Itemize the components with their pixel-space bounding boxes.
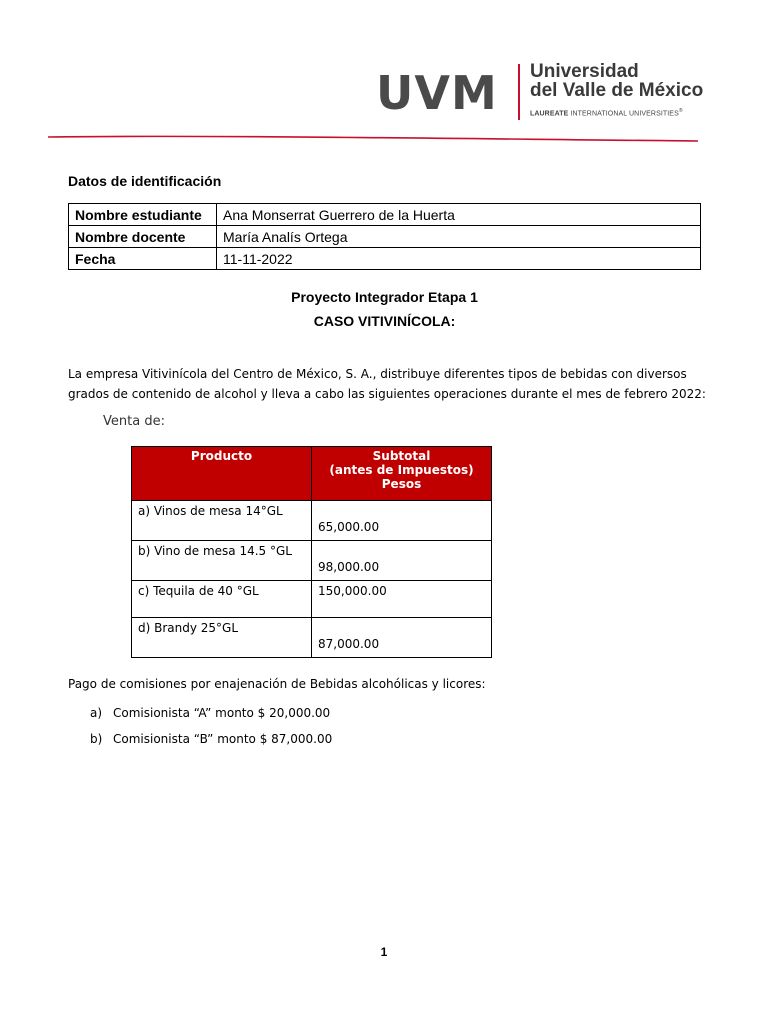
table-row xyxy=(69,248,701,270)
date-value: 11-11-2022 xyxy=(217,248,701,270)
subtotal-cell: 87,000.00 xyxy=(312,618,492,658)
list-marker: b) xyxy=(90,732,103,746)
teacher-value: María Analís Ortega xyxy=(217,226,701,248)
product-cell: a) Vinos de mesa 14°GL xyxy=(132,501,312,541)
identification-title: Datos de identificación xyxy=(68,173,222,189)
product-cell: c) Tequila de 40 °GL xyxy=(132,581,312,618)
logo-name-line1: Universidad xyxy=(530,61,639,82)
table-row xyxy=(69,226,701,248)
date-label: Fecha xyxy=(69,248,217,270)
subtotal-cell: 65,000.00 xyxy=(312,501,492,541)
student-value: Ana Monserrat Guerrero de la Huerta xyxy=(217,204,701,226)
product-cell: b) Vino de mesa 14.5 °GL xyxy=(132,541,312,581)
subtotal-cell: 98,000.00 xyxy=(312,541,492,581)
list-marker: a) xyxy=(90,706,103,720)
logo-divider xyxy=(518,64,520,120)
logo-mark: UVM xyxy=(376,66,498,120)
uvm-logo xyxy=(376,62,706,124)
identification-table xyxy=(68,203,701,270)
col-subtotal-line2: (antes de Impuestos) xyxy=(329,463,474,477)
col-subtotal-line3: Pesos xyxy=(381,477,422,491)
logo-tagline-bold: LAUREATE xyxy=(530,110,569,118)
venta-label: Venta de: xyxy=(103,414,165,429)
logo-tagline xyxy=(530,108,683,117)
intro-paragraph: La empresa Vitivinícola del Centro de México, S. A., distribuye diferentes tipos de bebidas con diversos grados de contenido de alcohol y lleva a cabo las siguientes operaciones durante el mes de febrero 2022: xyxy=(68,367,706,401)
table-row xyxy=(132,618,492,658)
header-rule xyxy=(48,132,698,144)
logo-university-name xyxy=(530,62,703,100)
logo-tagline-mark: ® xyxy=(678,108,683,114)
table-row xyxy=(132,501,492,541)
table-row xyxy=(69,204,701,226)
table-row xyxy=(132,541,492,581)
sales-header-row xyxy=(132,447,492,501)
teacher-label: Nombre docente xyxy=(69,226,217,248)
col-subtotal xyxy=(312,447,492,501)
student-label: Nombre estudiante xyxy=(69,204,217,226)
commission-a-text: Comisionista “A” monto $ 20,000.00 xyxy=(113,706,331,720)
product-cell: d) Brandy 25°GL xyxy=(132,618,312,658)
page-number: 1 xyxy=(380,945,388,959)
list-item xyxy=(90,706,330,720)
sales-table xyxy=(131,446,492,658)
commission-b-text: Comisionista “B” monto $ 87,000.00 xyxy=(113,732,333,746)
subtotal-cell: 150,000.00 xyxy=(312,581,492,618)
project-title: Proyecto Integrador Etapa 1 xyxy=(291,289,478,305)
commissions-title: Pago de comisiones por enajenación de Bebidas alcohólicas y licores: xyxy=(68,677,486,691)
list-item xyxy=(90,732,332,746)
col-producto: Producto xyxy=(132,447,312,501)
logo-tagline-rest: INTERNATIONAL UNIVERSITIES xyxy=(568,110,679,118)
logo-name-line2: del Valle de México xyxy=(530,80,704,101)
table-row xyxy=(132,581,492,618)
case-title: CASO VITIVINÍCOLA: xyxy=(313,313,456,329)
col-subtotal-line1: Subtotal xyxy=(372,449,431,463)
